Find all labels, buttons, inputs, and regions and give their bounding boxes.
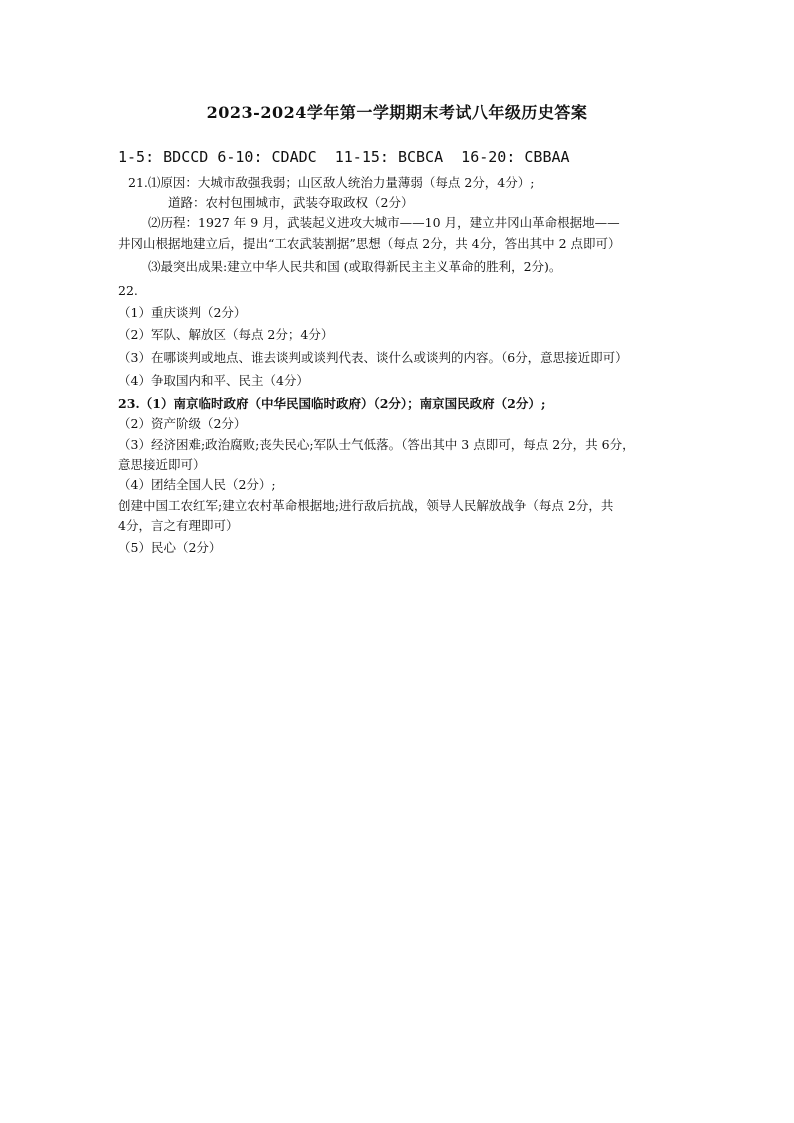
multiple-choice-answers: 1-5: BDCCD 6-10: CDADC 11-15: BCBCA 16-20: CBBAA xyxy=(118,148,570,166)
q23-line-4: 意思接近即可） xyxy=(118,457,206,472)
q23-line-6: 创建中国工农红军;建立农村革命根据地;进行敌后抗战，领导人民解放战争（每点 2分，共 xyxy=(118,498,614,513)
q21-line-2: 道路：农村包围城市，武装夺取政权（2分） xyxy=(168,195,414,210)
q22-number: 22. xyxy=(118,283,138,298)
q22-line-3: （3）在哪谈判或地点、谁去谈判或谈判代表、谈什么或谈判的内容。（6分，意思接近即可） xyxy=(118,350,628,365)
q21-line-4: 井冈山根据地建立后，提出“工农武装割据”思想（每点 2分，共 4分，答出其中 2 点即可） xyxy=(118,236,621,251)
q22-line-4: （4）争取国内和平、民主（4分） xyxy=(118,373,309,388)
q23-line-2: （2）资产阶级（2分） xyxy=(118,416,247,431)
q21-line-5: ⑶最突出成果:建立中华人民共和国 (或取得新民主主义革命的胜利，2分)。 xyxy=(148,259,562,274)
q22-line-2: （2）军队、解放区（每点 2分；4分） xyxy=(118,327,334,342)
q23-line-3: （3）经济困难;政治腐败;丧失民心;军队士气低落。（答出其中 3 点即可，每点 2分，共 6分， xyxy=(118,437,635,452)
q22-line-1: （1）重庆谈判（2分） xyxy=(118,305,247,320)
q21-line-3: ⑵历程：1927 年 9 月，武装起义进攻大城市——10 月，建立井冈山革命根据地—— xyxy=(148,215,620,230)
q23-line-5: （4）团结全国人民（2分）; xyxy=(118,477,276,492)
page-title: 2023-2024学年第一学期期末考试八年级历史答案 xyxy=(206,103,588,122)
q23-line-1: 23.（1）南京临时政府（中华民国临时政府）（2分）；南京国民政府（2分）; xyxy=(118,396,546,411)
q21-line-1: 21.⑴原因：大城市敌强我弱；山区敌人统治力量薄弱（每点 2分，4分）; xyxy=(128,175,535,190)
q23-line-7: 4分，言之有理即可） xyxy=(118,518,239,533)
q23-line-8: （5）民心（2分） xyxy=(118,540,222,555)
